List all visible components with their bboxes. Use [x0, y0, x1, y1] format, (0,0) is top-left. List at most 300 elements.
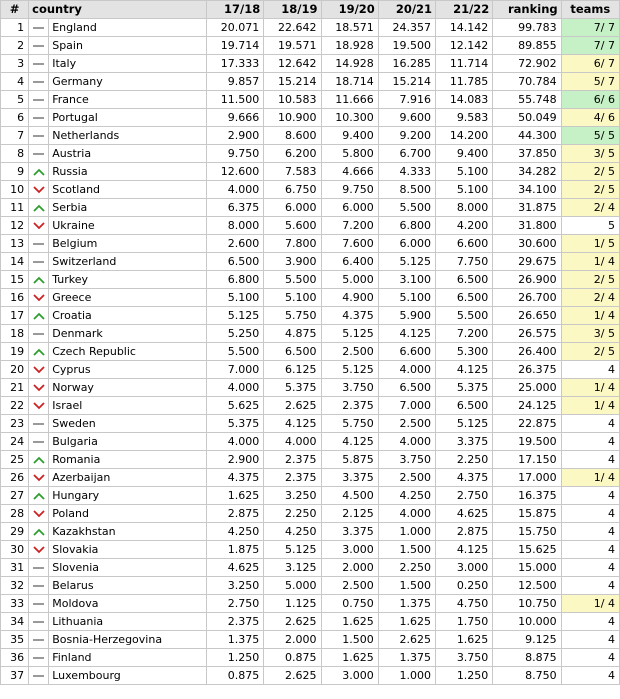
arrow-up-icon	[33, 528, 45, 536]
ranking-cell: 26.900	[493, 271, 561, 289]
rank-cell: 22	[1, 397, 29, 415]
rank-cell: 21	[1, 379, 29, 397]
season-coefficient-cell: 4.125	[321, 433, 378, 451]
season-coefficient-cell: 0.750	[321, 595, 378, 613]
trend-cell	[29, 253, 49, 271]
teams-cell: 4	[561, 541, 619, 559]
rank-cell: 26	[1, 469, 29, 487]
season-coefficient-cell: 2.750	[436, 487, 493, 505]
season-coefficient-cell: 15.214	[378, 73, 435, 91]
teams-cell: 4	[561, 487, 619, 505]
season-coefficient-cell: 0.875	[206, 667, 263, 685]
header-season-2021[interactable]: 20/21	[378, 1, 435, 19]
table-row	[1, 253, 620, 271]
season-coefficient-cell: 4.750	[436, 595, 493, 613]
country-cell: Croatia	[49, 307, 207, 325]
season-coefficient-cell: 2.375	[321, 397, 378, 415]
season-coefficient-cell: 5.750	[264, 307, 321, 325]
season-coefficient-cell: 4.000	[206, 181, 263, 199]
teams-cell: 6/ 7	[561, 55, 619, 73]
season-coefficient-cell: 2.250	[436, 451, 493, 469]
season-coefficient-cell: 4.333	[378, 163, 435, 181]
country-cell: Luxembourg	[49, 667, 207, 685]
season-coefficient-cell: 2.375	[206, 613, 263, 631]
season-coefficient-cell: 3.000	[436, 559, 493, 577]
season-coefficient-cell: 9.750	[321, 181, 378, 199]
rank-cell: 34	[1, 613, 29, 631]
season-coefficient-cell: 1.000	[378, 523, 435, 541]
season-coefficient-cell: 4.625	[206, 559, 263, 577]
ranking-cell: 10.750	[493, 595, 561, 613]
trend-cell	[29, 523, 49, 541]
table-row	[1, 19, 620, 37]
season-coefficient-cell: 5.375	[264, 379, 321, 397]
table-row	[1, 325, 620, 343]
trend-cell	[29, 289, 49, 307]
table-row	[1, 469, 620, 487]
teams-cell: 7/ 7	[561, 19, 619, 37]
ranking-cell: 37.850	[493, 145, 561, 163]
season-coefficient-cell: 7.000	[378, 397, 435, 415]
trend-cell	[29, 37, 49, 55]
table-row	[1, 415, 620, 433]
rank-cell: 30	[1, 541, 29, 559]
arrow-up-icon	[33, 492, 45, 500]
table-row	[1, 505, 620, 523]
season-coefficient-cell: 10.900	[264, 109, 321, 127]
table-row	[1, 91, 620, 109]
season-coefficient-cell: 20.071	[206, 19, 263, 37]
header-ranking[interactable]: ranking	[493, 1, 561, 19]
season-coefficient-cell: 7.600	[321, 235, 378, 253]
country-cell: Kazakhstan	[49, 523, 207, 541]
header-season-1819[interactable]: 18/19	[264, 1, 321, 19]
season-coefficient-cell: 1.625	[206, 487, 263, 505]
unchanged-dash-icon	[33, 261, 44, 263]
teams-cell: 7/ 7	[561, 37, 619, 55]
season-coefficient-cell: 2.500	[321, 343, 378, 361]
ranking-cell: 30.600	[493, 235, 561, 253]
unchanged-dash-icon	[33, 675, 44, 677]
season-coefficient-cell: 6.500	[378, 379, 435, 397]
season-coefficient-cell: 6.500	[206, 253, 263, 271]
trend-cell	[29, 343, 49, 361]
ranking-cell: 44.300	[493, 127, 561, 145]
season-coefficient-cell: 10.583	[264, 91, 321, 109]
header-season-1718[interactable]: 17/18	[206, 1, 263, 19]
season-coefficient-cell: 24.357	[378, 19, 435, 37]
season-coefficient-cell: 2.125	[321, 505, 378, 523]
teams-cell: 4	[561, 415, 619, 433]
ranking-cell: 17.000	[493, 469, 561, 487]
table-row	[1, 397, 620, 415]
ranking-cell: 19.500	[493, 433, 561, 451]
unchanged-dash-icon	[33, 333, 44, 335]
season-coefficient-cell: 4.625	[436, 505, 493, 523]
season-coefficient-cell: 14.142	[436, 19, 493, 37]
rank-cell: 15	[1, 271, 29, 289]
table-row	[1, 667, 620, 685]
season-coefficient-cell: 7.800	[264, 235, 321, 253]
rank-cell: 7	[1, 127, 29, 145]
header-rank[interactable]: #	[1, 1, 29, 19]
season-coefficient-cell: 6.000	[264, 199, 321, 217]
unchanged-dash-icon	[33, 639, 44, 641]
season-coefficient-cell: 18.571	[321, 19, 378, 37]
rank-cell: 14	[1, 253, 29, 271]
season-coefficient-cell: 8.600	[264, 127, 321, 145]
trend-cell	[29, 271, 49, 289]
season-coefficient-cell: 1.375	[378, 595, 435, 613]
country-cell: Sweden	[49, 415, 207, 433]
season-coefficient-cell: 1.125	[264, 595, 321, 613]
trend-cell	[29, 361, 49, 379]
trend-cell	[29, 397, 49, 415]
table-row	[1, 73, 620, 91]
trend-cell	[29, 505, 49, 523]
season-coefficient-cell: 2.500	[378, 469, 435, 487]
trend-cell	[29, 73, 49, 91]
season-coefficient-cell: 3.375	[436, 433, 493, 451]
country-cell: Hungary	[49, 487, 207, 505]
unchanged-dash-icon	[33, 63, 44, 65]
season-coefficient-cell: 9.400	[321, 127, 378, 145]
season-coefficient-cell: 6.700	[378, 145, 435, 163]
season-coefficient-cell: 19.571	[264, 37, 321, 55]
season-coefficient-cell: 2.900	[206, 451, 263, 469]
season-coefficient-cell: 6.000	[321, 199, 378, 217]
teams-cell: 4	[561, 559, 619, 577]
table-row	[1, 577, 620, 595]
table-row	[1, 271, 620, 289]
season-coefficient-cell: 5.600	[264, 217, 321, 235]
season-coefficient-cell: 9.750	[206, 145, 263, 163]
season-coefficient-cell: 5.125	[206, 307, 263, 325]
unchanged-dash-icon	[33, 135, 44, 137]
season-coefficient-cell: 12.600	[206, 163, 263, 181]
rank-cell: 8	[1, 145, 29, 163]
table-row	[1, 361, 620, 379]
season-coefficient-cell: 11.666	[321, 91, 378, 109]
unchanged-dash-icon	[33, 603, 44, 605]
rank-cell: 11	[1, 199, 29, 217]
season-coefficient-cell: 18.928	[321, 37, 378, 55]
teams-cell: 5/ 5	[561, 127, 619, 145]
header-season-2122[interactable]: 21/22	[436, 1, 493, 19]
season-coefficient-cell: 5.100	[206, 289, 263, 307]
season-coefficient-cell: 2.875	[436, 523, 493, 541]
unchanged-dash-icon	[33, 99, 44, 101]
season-coefficient-cell: 2.000	[321, 559, 378, 577]
country-cell: Serbia	[49, 199, 207, 217]
season-coefficient-cell: 4.125	[436, 361, 493, 379]
trend-cell	[29, 19, 49, 37]
ranking-cell: 17.150	[493, 451, 561, 469]
arrow-up-icon	[33, 348, 45, 356]
season-coefficient-cell: 10.300	[321, 109, 378, 127]
season-coefficient-cell: 1.250	[206, 649, 263, 667]
season-coefficient-cell: 5.125	[436, 415, 493, 433]
ranking-cell: 26.375	[493, 361, 561, 379]
table-row	[1, 55, 620, 73]
ranking-cell: 12.500	[493, 577, 561, 595]
ranking-cell: 31.800	[493, 217, 561, 235]
trend-cell	[29, 559, 49, 577]
season-coefficient-cell: 5.125	[264, 541, 321, 559]
season-coefficient-cell: 22.642	[264, 19, 321, 37]
rank-cell: 28	[1, 505, 29, 523]
country-cell: Cyprus	[49, 361, 207, 379]
teams-cell: 2/ 5	[561, 271, 619, 289]
ranking-cell: 34.100	[493, 181, 561, 199]
season-coefficient-cell: 9.600	[378, 109, 435, 127]
header-country[interactable]: country	[29, 1, 207, 19]
ranking-cell: 26.575	[493, 325, 561, 343]
header-season-1920[interactable]: 19/20	[321, 1, 378, 19]
rank-cell: 32	[1, 577, 29, 595]
season-coefficient-cell: 2.500	[378, 415, 435, 433]
country-cell: Switzerland	[49, 253, 207, 271]
table-row	[1, 649, 620, 667]
season-coefficient-cell: 11.714	[436, 55, 493, 73]
season-coefficient-cell: 8.000	[206, 217, 263, 235]
ranking-cell: 26.700	[493, 289, 561, 307]
season-coefficient-cell: 5.500	[264, 271, 321, 289]
season-coefficient-cell: 5.375	[206, 415, 263, 433]
season-coefficient-cell: 5.100	[264, 289, 321, 307]
country-cell: Belgium	[49, 235, 207, 253]
season-coefficient-cell: 7.000	[206, 361, 263, 379]
country-cell: Netherlands	[49, 127, 207, 145]
season-coefficient-cell: 5.300	[436, 343, 493, 361]
season-coefficient-cell: 1.750	[436, 613, 493, 631]
trend-cell	[29, 667, 49, 685]
country-cell: Lithuania	[49, 613, 207, 631]
unchanged-dash-icon	[33, 81, 44, 83]
trend-cell	[29, 631, 49, 649]
arrow-up-icon	[33, 312, 45, 320]
rank-cell: 17	[1, 307, 29, 325]
table-row	[1, 487, 620, 505]
trend-cell	[29, 199, 49, 217]
trend-cell	[29, 127, 49, 145]
arrow-down-icon	[33, 186, 45, 194]
season-coefficient-cell: 7.200	[321, 217, 378, 235]
season-coefficient-cell: 5.500	[378, 199, 435, 217]
season-coefficient-cell: 5.900	[378, 307, 435, 325]
season-coefficient-cell: 6.500	[436, 271, 493, 289]
teams-cell: 3/ 5	[561, 145, 619, 163]
country-cell: Portugal	[49, 109, 207, 127]
season-coefficient-cell: 8.000	[436, 199, 493, 217]
rank-cell: 5	[1, 91, 29, 109]
season-coefficient-cell: 12.142	[436, 37, 493, 55]
season-coefficient-cell: 2.875	[206, 505, 263, 523]
country-cell: Italy	[49, 55, 207, 73]
rank-cell: 24	[1, 433, 29, 451]
table-row	[1, 541, 620, 559]
rank-cell: 16	[1, 289, 29, 307]
season-coefficient-cell: 2.600	[206, 235, 263, 253]
teams-cell: 4	[561, 451, 619, 469]
season-coefficient-cell: 1.625	[321, 613, 378, 631]
rank-cell: 9	[1, 163, 29, 181]
season-coefficient-cell: 4.250	[206, 523, 263, 541]
arrow-down-icon	[33, 510, 45, 518]
season-coefficient-cell: 2.375	[264, 451, 321, 469]
ranking-cell: 29.675	[493, 253, 561, 271]
teams-cell: 4	[561, 649, 619, 667]
season-coefficient-cell: 3.750	[436, 649, 493, 667]
season-coefficient-cell: 9.583	[436, 109, 493, 127]
season-coefficient-cell: 3.125	[264, 559, 321, 577]
country-cell: Belarus	[49, 577, 207, 595]
teams-cell: 3/ 5	[561, 325, 619, 343]
ranking-cell: 89.855	[493, 37, 561, 55]
season-coefficient-cell: 3.000	[321, 541, 378, 559]
season-coefficient-cell: 1.875	[206, 541, 263, 559]
trend-cell	[29, 415, 49, 433]
season-coefficient-cell: 4.900	[321, 289, 378, 307]
teams-cell: 4	[561, 577, 619, 595]
rank-cell: 18	[1, 325, 29, 343]
season-coefficient-cell: 1.500	[378, 577, 435, 595]
season-coefficient-cell: 2.000	[264, 631, 321, 649]
ranking-cell: 70.784	[493, 73, 561, 91]
country-cell: England	[49, 19, 207, 37]
table-row	[1, 217, 620, 235]
unchanged-dash-icon	[33, 423, 44, 425]
header-teams[interactable]: teams	[561, 1, 619, 19]
teams-cell: 4	[561, 505, 619, 523]
table-row	[1, 559, 620, 577]
ranking-cell: 34.282	[493, 163, 561, 181]
season-coefficient-cell: 2.250	[378, 559, 435, 577]
season-coefficient-cell: 2.625	[378, 631, 435, 649]
table-row	[1, 199, 620, 217]
season-coefficient-cell: 6.500	[264, 343, 321, 361]
rank-cell: 31	[1, 559, 29, 577]
teams-cell: 4	[561, 613, 619, 631]
rank-cell: 1	[1, 19, 29, 37]
table-row	[1, 595, 620, 613]
country-cell: Ukraine	[49, 217, 207, 235]
season-coefficient-cell: 4.000	[378, 505, 435, 523]
season-coefficient-cell: 1.625	[321, 649, 378, 667]
country-cell: Greece	[49, 289, 207, 307]
country-cell: Bulgaria	[49, 433, 207, 451]
season-coefficient-cell: 2.375	[264, 469, 321, 487]
season-coefficient-cell: 2.625	[264, 613, 321, 631]
season-coefficient-cell: 11.785	[436, 73, 493, 91]
country-cell: Poland	[49, 505, 207, 523]
season-coefficient-cell: 3.900	[264, 253, 321, 271]
trend-cell	[29, 379, 49, 397]
arrow-up-icon	[33, 204, 45, 212]
season-coefficient-cell: 3.000	[321, 667, 378, 685]
unchanged-dash-icon	[33, 441, 44, 443]
ranking-cell: 50.049	[493, 109, 561, 127]
arrow-down-icon	[33, 366, 45, 374]
season-coefficient-cell: 1.000	[378, 667, 435, 685]
season-coefficient-cell: 4.375	[206, 469, 263, 487]
trend-cell	[29, 325, 49, 343]
trend-cell	[29, 649, 49, 667]
trend-cell	[29, 109, 49, 127]
season-coefficient-cell: 2.250	[264, 505, 321, 523]
season-coefficient-cell: 2.625	[264, 397, 321, 415]
rank-cell: 6	[1, 109, 29, 127]
season-coefficient-cell: 9.400	[436, 145, 493, 163]
ranking-cell: 8.875	[493, 649, 561, 667]
unchanged-dash-icon	[33, 243, 44, 245]
country-cell: Scotland	[49, 181, 207, 199]
season-coefficient-cell: 5.375	[436, 379, 493, 397]
season-coefficient-cell: 19.714	[206, 37, 263, 55]
season-coefficient-cell: 5.100	[378, 289, 435, 307]
season-coefficient-cell: 4.250	[264, 523, 321, 541]
season-coefficient-cell: 1.625	[378, 613, 435, 631]
table-row	[1, 181, 620, 199]
rank-cell: 4	[1, 73, 29, 91]
country-cell: Slovakia	[49, 541, 207, 559]
arrow-down-icon	[33, 222, 45, 230]
season-coefficient-cell: 2.500	[321, 577, 378, 595]
season-coefficient-cell: 5.500	[436, 307, 493, 325]
table-row	[1, 163, 620, 181]
unchanged-dash-icon	[33, 45, 44, 47]
trend-cell	[29, 55, 49, 73]
teams-cell: 1/ 4	[561, 307, 619, 325]
season-coefficient-cell: 6.600	[378, 343, 435, 361]
country-cell: Turkey	[49, 271, 207, 289]
season-coefficient-cell: 4.000	[378, 361, 435, 379]
season-coefficient-cell: 4.000	[264, 433, 321, 451]
ranking-cell: 25.000	[493, 379, 561, 397]
season-coefficient-cell: 6.800	[206, 271, 263, 289]
season-coefficient-cell: 4.500	[321, 487, 378, 505]
season-coefficient-cell: 3.250	[206, 577, 263, 595]
country-cell: Israel	[49, 397, 207, 415]
season-coefficient-cell: 2.900	[206, 127, 263, 145]
teams-cell: 4	[561, 523, 619, 541]
rank-cell: 20	[1, 361, 29, 379]
ranking-cell: 16.375	[493, 487, 561, 505]
season-coefficient-cell: 3.750	[378, 451, 435, 469]
country-cell: Spain	[49, 37, 207, 55]
country-cell: Finland	[49, 649, 207, 667]
season-coefficient-cell: 0.875	[264, 649, 321, 667]
ranking-cell: 99.783	[493, 19, 561, 37]
trend-cell	[29, 451, 49, 469]
table-row	[1, 613, 620, 631]
season-coefficient-cell: 6.800	[378, 217, 435, 235]
arrow-down-icon	[33, 546, 45, 554]
season-coefficient-cell: 1.500	[321, 631, 378, 649]
ranking-cell: 26.400	[493, 343, 561, 361]
season-coefficient-cell: 14.928	[321, 55, 378, 73]
rank-cell: 25	[1, 451, 29, 469]
teams-cell: 1/ 4	[561, 469, 619, 487]
country-cell: Moldova	[49, 595, 207, 613]
teams-cell: 1/ 4	[561, 595, 619, 613]
season-coefficient-cell: 9.200	[378, 127, 435, 145]
season-coefficient-cell: 7.750	[436, 253, 493, 271]
season-coefficient-cell: 6.000	[378, 235, 435, 253]
country-cell: Slovenia	[49, 559, 207, 577]
season-coefficient-cell: 2.625	[264, 667, 321, 685]
season-coefficient-cell: 19.500	[378, 37, 435, 55]
